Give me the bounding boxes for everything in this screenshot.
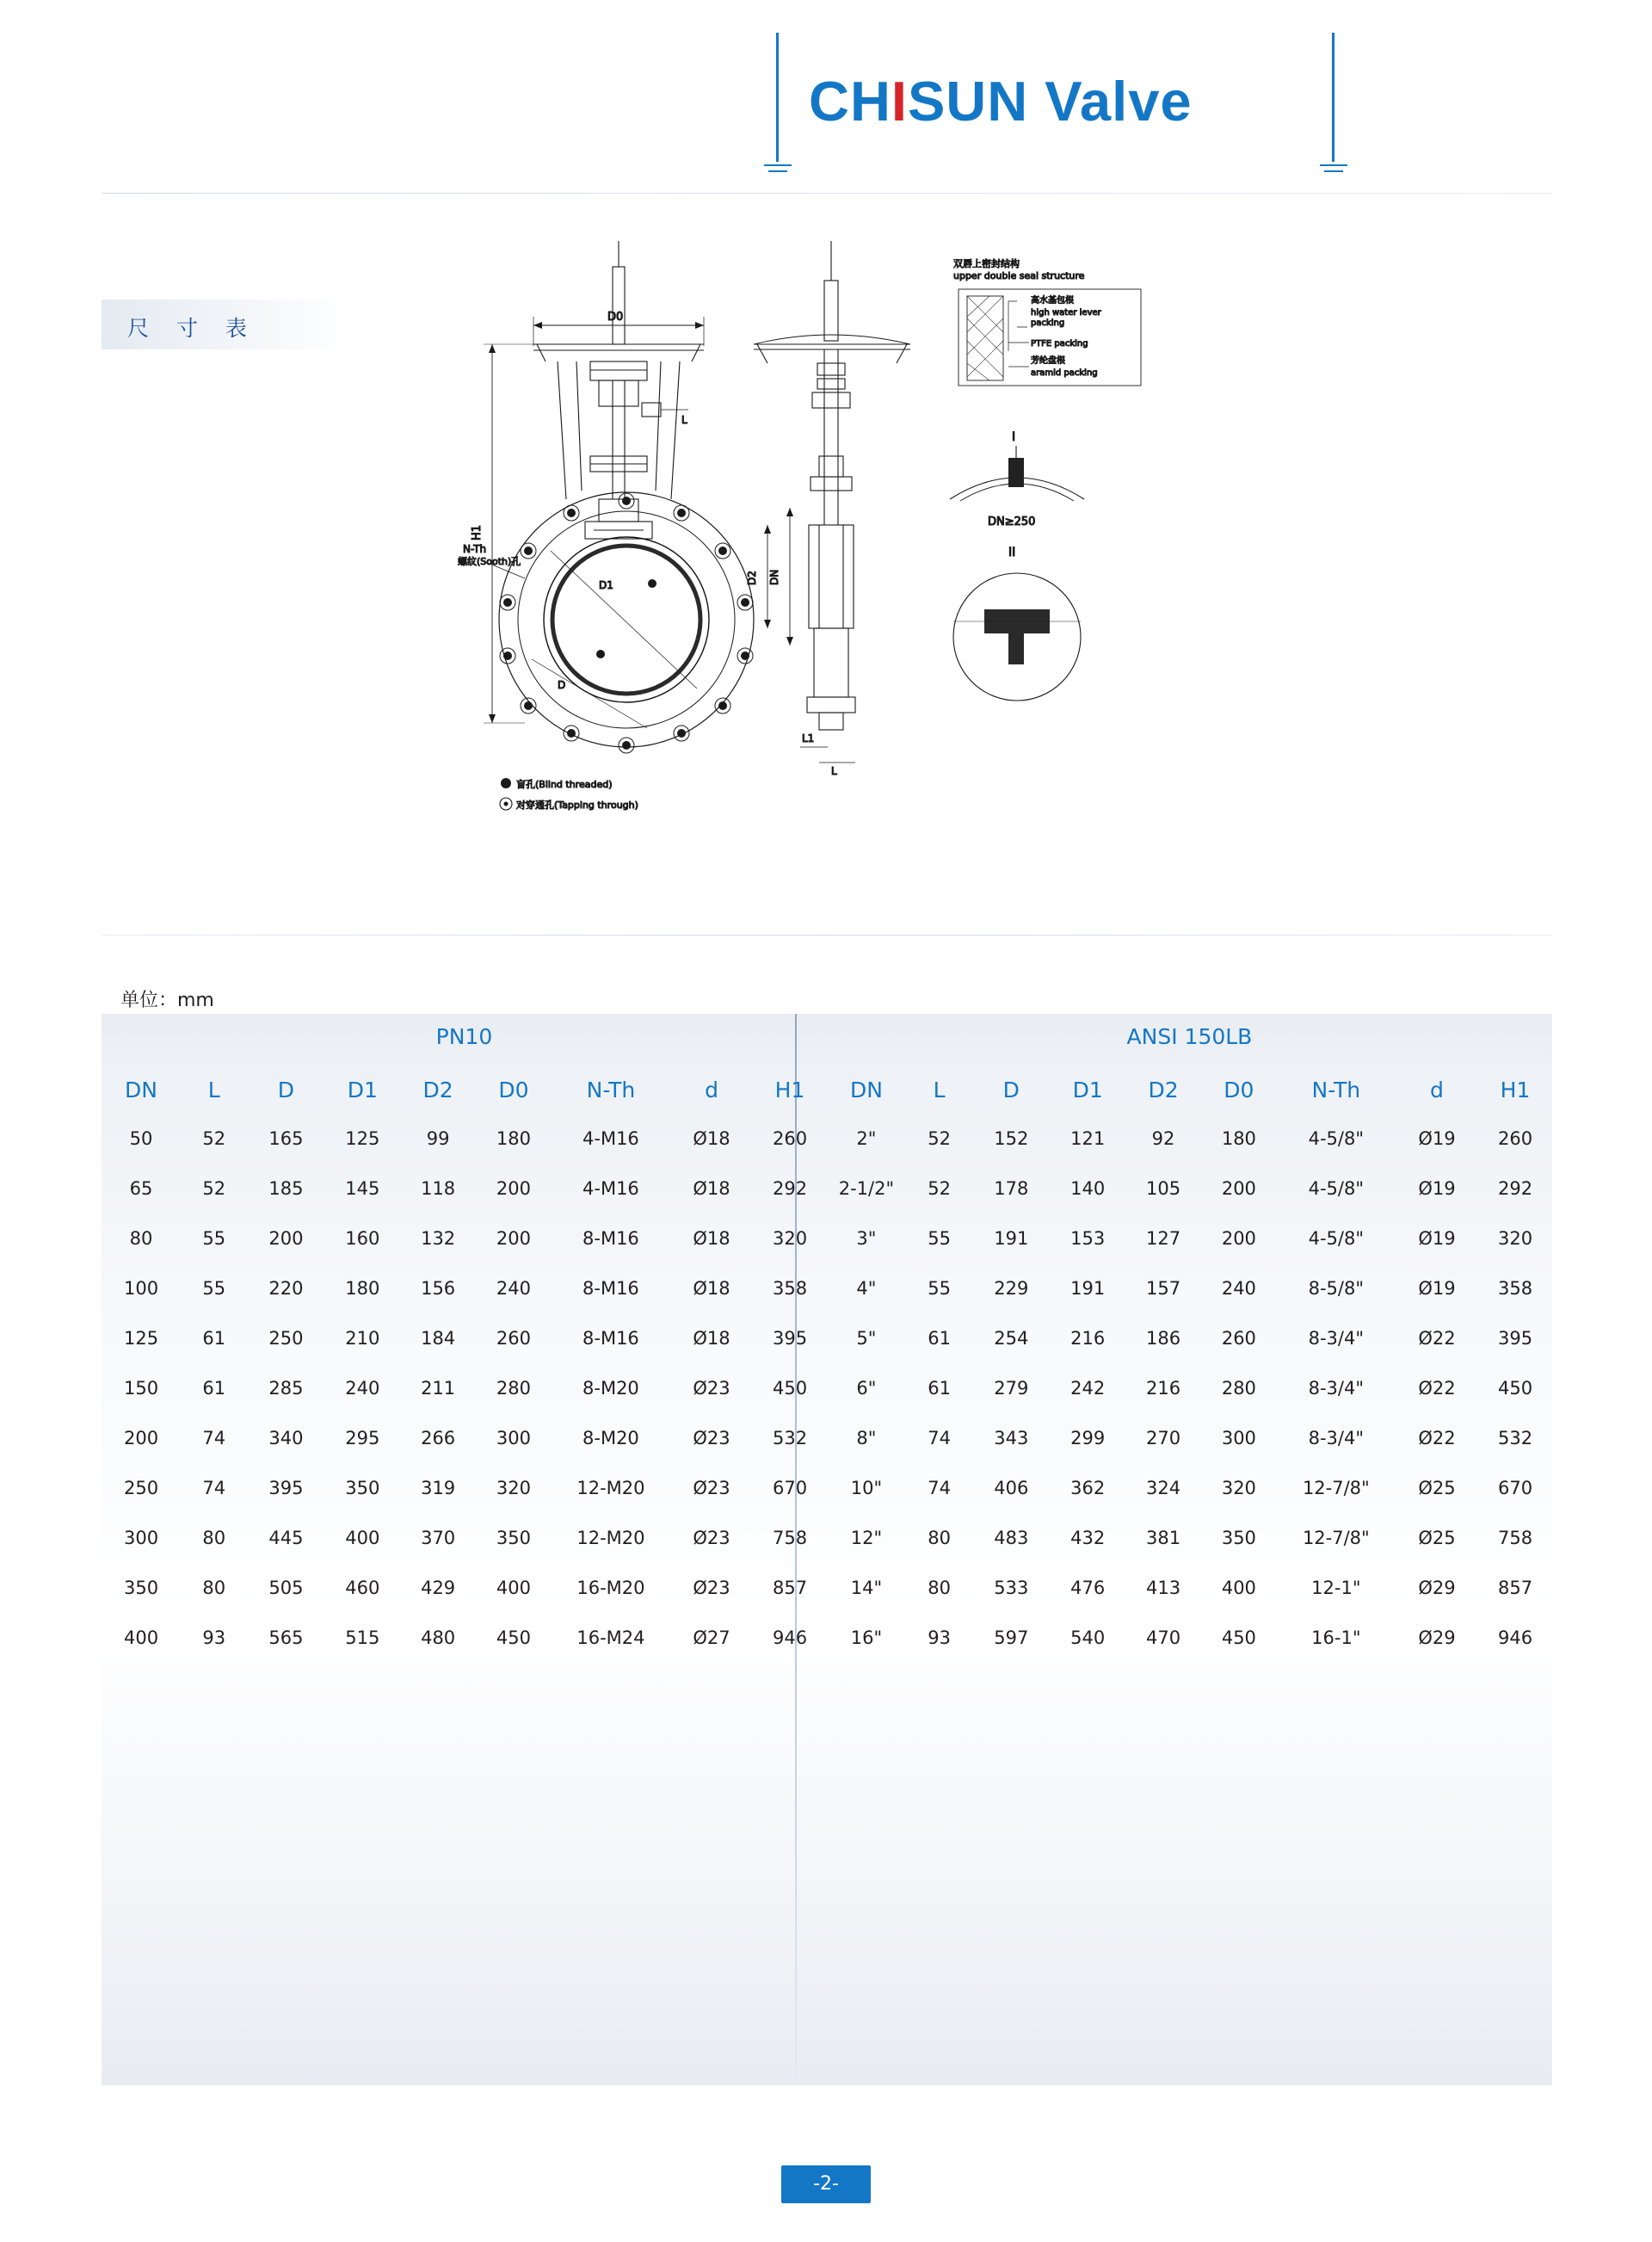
col-header: N-Th <box>1311 1077 1361 1102</box>
cell: 160 <box>345 1228 380 1249</box>
cell: 152 <box>994 1128 1029 1149</box>
cell: 532 <box>772 1428 808 1448</box>
cell: 320 <box>772 1228 808 1249</box>
cell: 343 <box>994 1428 1029 1448</box>
cell: 50 <box>129 1128 153 1149</box>
col-header: H1 <box>774 1077 805 1102</box>
col-header: d <box>1430 1077 1444 1102</box>
unit-note: 单位：mm <box>120 990 214 1011</box>
cell: 3" <box>856 1228 877 1249</box>
svg-text:aramid packing: aramid packing <box>1031 368 1098 378</box>
cell: 80 <box>202 1528 226 1548</box>
col-header: D1 <box>1072 1077 1103 1102</box>
cell: 100 <box>123 1278 159 1299</box>
cell: 470 <box>1145 1627 1181 1648</box>
cell: Ø18 <box>693 1178 730 1199</box>
cell: 350 <box>496 1528 532 1548</box>
cell: 946 <box>1497 1627 1533 1648</box>
cell: Ø18 <box>693 1128 730 1149</box>
cell: Ø19 <box>1418 1128 1456 1149</box>
cell: 857 <box>1497 1578 1533 1598</box>
cell: Ø18 <box>693 1278 730 1299</box>
cell: 153 <box>1070 1228 1106 1249</box>
cell: Ø23 <box>693 1428 730 1448</box>
cell: 229 <box>994 1278 1029 1299</box>
cell: 10" <box>850 1478 883 1498</box>
table-row <box>102 1463 1552 1513</box>
cell: 250 <box>268 1328 304 1349</box>
cell: 200 <box>268 1228 304 1249</box>
cell: 65 <box>129 1178 153 1199</box>
cell: 670 <box>772 1478 808 1498</box>
cell: 132 <box>421 1228 456 1249</box>
cell: 61 <box>202 1328 226 1349</box>
cell: 292 <box>772 1178 808 1199</box>
col-header: D1 <box>347 1077 378 1102</box>
cell: 191 <box>1070 1278 1106 1299</box>
table-row <box>102 1313 1552 1363</box>
cell: 200 <box>496 1228 532 1249</box>
cell: 80 <box>928 1528 951 1548</box>
cell: 5" <box>856 1328 877 1349</box>
cell: 324 <box>1145 1478 1181 1498</box>
col-header: D2 <box>1148 1077 1179 1102</box>
cell: 4-M16 <box>583 1128 639 1149</box>
cell: 55 <box>928 1228 951 1249</box>
cell: 358 <box>1497 1278 1533 1299</box>
cell: 597 <box>994 1627 1029 1648</box>
col-header: L <box>207 1077 220 1102</box>
cell: 432 <box>1070 1528 1106 1548</box>
cell: 61 <box>928 1328 951 1349</box>
cell: Ø22 <box>1418 1428 1456 1448</box>
cell: Ø29 <box>1418 1578 1456 1598</box>
cell: 450 <box>1221 1627 1256 1648</box>
cell: 280 <box>1221 1378 1256 1399</box>
table-body <box>102 1114 1552 1663</box>
cell: 52 <box>928 1178 951 1199</box>
cell: 74 <box>928 1478 951 1498</box>
cell: 74 <box>202 1478 226 1498</box>
col-header: D2 <box>422 1077 453 1102</box>
page-header <box>0 0 1652 194</box>
svg-text:L: L <box>681 414 687 426</box>
cell: 80 <box>928 1578 951 1598</box>
col-header: D0 <box>1224 1077 1254 1102</box>
svg-text:high water lever: high water lever <box>1031 308 1101 318</box>
table-row <box>102 1513 1552 1563</box>
svg-text:DN: DN <box>768 569 780 585</box>
logo-bar-right <box>1332 33 1335 162</box>
cell: Ø19 <box>1418 1228 1456 1249</box>
cell: 2" <box>856 1128 877 1149</box>
svg-text:芳纶盘根: 芳纶盘根 <box>1031 356 1065 366</box>
cell: 6" <box>856 1378 877 1399</box>
cell: 299 <box>1070 1428 1106 1448</box>
cell: 16-M24 <box>576 1627 645 1648</box>
table-row <box>102 1263 1552 1313</box>
header-divider <box>102 193 1552 194</box>
cell: Ø29 <box>1418 1627 1456 1648</box>
cell: 340 <box>268 1428 304 1448</box>
cell: 758 <box>772 1528 808 1548</box>
col-header: N-Th <box>586 1077 636 1102</box>
svg-text:D1: D1 <box>599 579 613 591</box>
cell: 12-M20 <box>576 1528 645 1548</box>
cell: 300 <box>1221 1428 1256 1448</box>
cell: 52 <box>202 1128 226 1149</box>
cell: 480 <box>421 1627 456 1648</box>
cell: 216 <box>1070 1328 1106 1349</box>
cell: 857 <box>772 1578 808 1598</box>
brand-accent-letter: I <box>891 70 908 133</box>
cell: 180 <box>345 1278 380 1299</box>
cell: Ø23 <box>693 1478 730 1498</box>
cell: 4-5/8" <box>1308 1128 1365 1149</box>
cell: Ø22 <box>1418 1328 1456 1349</box>
cell: 260 <box>496 1328 532 1349</box>
cell: 8-M20 <box>583 1428 639 1448</box>
cell: 362 <box>1070 1478 1106 1498</box>
svg-text:packing: packing <box>1031 318 1065 328</box>
cell: 165 <box>268 1128 304 1149</box>
cell: 52 <box>202 1178 226 1199</box>
cell: 99 <box>426 1128 450 1149</box>
table-row <box>102 1613 1552 1663</box>
cell: 4-5/8" <box>1308 1228 1365 1249</box>
cell: 200 <box>496 1178 532 1199</box>
svg-text:L: L <box>831 765 837 777</box>
logo-foot-left-2 <box>768 170 787 172</box>
col-header: D <box>277 1077 295 1102</box>
cell: 180 <box>496 1128 532 1149</box>
cell: 105 <box>1145 1178 1181 1199</box>
cell: 178 <box>994 1178 1029 1199</box>
col-header: DN <box>125 1077 157 1102</box>
table-row <box>102 1363 1552 1413</box>
svg-text:II: II <box>1008 546 1016 559</box>
cell: 285 <box>268 1378 304 1399</box>
cell: 260 <box>772 1128 808 1149</box>
cell: 254 <box>994 1328 1029 1349</box>
cell: 8-M16 <box>583 1328 639 1349</box>
col-header: d <box>705 1077 718 1102</box>
cell: Ø23 <box>693 1578 730 1598</box>
cell: 300 <box>123 1528 159 1548</box>
cell: 157 <box>1145 1278 1181 1299</box>
svg-text:I: I <box>1012 430 1016 444</box>
logo-foot-right-2 <box>1324 170 1343 172</box>
cell: 370 <box>421 1528 456 1548</box>
cell: 395 <box>1497 1328 1533 1349</box>
cell: 946 <box>772 1627 808 1648</box>
cell: 279 <box>994 1378 1029 1399</box>
cell: 670 <box>1497 1478 1533 1498</box>
cell: 14" <box>850 1578 883 1598</box>
brand-mid: SUN <box>907 70 1029 133</box>
cell: Ø19 <box>1418 1278 1456 1299</box>
cell: 8-M16 <box>583 1228 639 1249</box>
cell: 350 <box>1221 1528 1256 1548</box>
brand-prefix: CH <box>809 70 891 133</box>
cell: 240 <box>496 1278 532 1299</box>
svg-text:盲孔(Blind threaded): 盲孔(Blind threaded) <box>516 779 613 790</box>
cell: 450 <box>496 1627 532 1648</box>
svg-text:高水基包根: 高水基包根 <box>1031 296 1074 306</box>
cell: Ø25 <box>1418 1528 1456 1548</box>
logo-foot-left-1 <box>764 164 792 166</box>
svg-text:N-Th: N-Th <box>463 543 487 555</box>
cell: 240 <box>345 1378 380 1399</box>
cell: 156 <box>421 1278 456 1299</box>
page-number-tab <box>781 2165 871 2203</box>
brand-logo <box>757 24 1359 162</box>
cell: 413 <box>1145 1578 1181 1598</box>
cell: Ø27 <box>693 1627 730 1648</box>
cell: 240 <box>1221 1278 1256 1299</box>
cell: 200 <box>123 1428 159 1448</box>
cell: Ø25 <box>1418 1478 1456 1498</box>
cell: 16-M20 <box>576 1578 645 1598</box>
cell: 400 <box>1221 1578 1256 1598</box>
cell: 145 <box>345 1178 380 1199</box>
cell: 476 <box>1070 1578 1106 1598</box>
cell: 4-5/8" <box>1308 1178 1365 1199</box>
brand-wordmark <box>809 69 1193 133</box>
cell: 4" <box>856 1278 877 1299</box>
cell: 12" <box>850 1528 883 1548</box>
cell: 532 <box>1497 1428 1533 1448</box>
cell: 211 <box>421 1378 456 1399</box>
col-header: D0 <box>498 1077 529 1102</box>
table-row <box>102 1563 1552 1613</box>
cell: 381 <box>1145 1528 1181 1548</box>
cell: 565 <box>268 1627 304 1648</box>
table-column-header-row <box>102 1065 1552 1114</box>
logo-foot-right-1 <box>1320 164 1347 166</box>
cell: 92 <box>1151 1128 1175 1149</box>
cell: 320 <box>1497 1228 1533 1249</box>
table-row <box>102 1164 1552 1214</box>
cell: 191 <box>994 1228 1029 1249</box>
cell: 300 <box>496 1428 532 1448</box>
cell: 320 <box>1221 1478 1256 1498</box>
cell: 93 <box>202 1627 226 1648</box>
cell: 80 <box>202 1578 226 1598</box>
cell: 200 <box>1221 1178 1256 1199</box>
svg-text:D2: D2 <box>746 571 758 585</box>
cell: 8-5/8" <box>1308 1278 1365 1299</box>
section-title-text: 尺 寸 表 <box>127 316 257 341</box>
cell: 184 <box>421 1328 456 1349</box>
valve-technical-drawing <box>430 241 1316 895</box>
cell: 12-1" <box>1311 1578 1361 1598</box>
cell: 758 <box>1497 1528 1533 1548</box>
svg-text:L1: L1 <box>802 732 815 744</box>
cell: 2-1/2" <box>838 1178 895 1199</box>
cell: 55 <box>202 1278 226 1299</box>
cell: 242 <box>1070 1378 1106 1399</box>
cell: 445 <box>268 1528 304 1548</box>
col-header: L <box>933 1077 946 1102</box>
cell: 186 <box>1145 1328 1181 1349</box>
svg-text:D0: D0 <box>607 311 624 324</box>
svg-text:H1: H1 <box>471 524 484 540</box>
svg-text:螺纹(Sooth)孔: 螺纹(Sooth)孔 <box>458 556 521 567</box>
logo-bar-left <box>776 33 779 162</box>
cell: 406 <box>994 1478 1029 1498</box>
cell: Ø18 <box>693 1228 730 1249</box>
cell: 210 <box>345 1328 380 1349</box>
cell: 125 <box>123 1328 159 1349</box>
cell: Ø18 <box>693 1328 730 1349</box>
cell: 216 <box>1145 1378 1181 1399</box>
cell: 16" <box>850 1627 883 1648</box>
cell: 220 <box>268 1278 304 1299</box>
svg-text:upper double seal structure: upper double seal structure <box>953 270 1085 281</box>
col-header: DN <box>849 1077 883 1102</box>
cell: 127 <box>1145 1228 1181 1249</box>
cell: 450 <box>1497 1378 1533 1399</box>
group-header-ansi: ANSI 150LB <box>1126 1023 1253 1049</box>
cell: 8" <box>856 1428 877 1448</box>
cell: 429 <box>421 1578 456 1598</box>
cell: 16-1" <box>1311 1627 1361 1648</box>
cell: 395 <box>268 1478 304 1498</box>
table-group-header-row <box>102 1014 1552 1065</box>
svg-text:双唇上密封结构: 双唇上密封结构 <box>953 258 1020 269</box>
cell: 540 <box>1070 1627 1106 1648</box>
cell: 350 <box>345 1478 380 1498</box>
cell: 55 <box>202 1228 226 1249</box>
cell: 483 <box>994 1528 1029 1548</box>
cell: 93 <box>928 1627 951 1648</box>
cell: 74 <box>202 1428 226 1448</box>
cell: 61 <box>928 1378 951 1399</box>
cell: 395 <box>772 1328 808 1349</box>
cell: 350 <box>123 1578 159 1598</box>
cell: 270 <box>1145 1428 1181 1448</box>
cell: Ø19 <box>1418 1178 1456 1199</box>
cell: 450 <box>772 1378 808 1399</box>
dimension-table-wrap <box>102 1014 1552 1663</box>
table-row <box>102 1413 1552 1463</box>
cell: 55 <box>928 1278 951 1299</box>
cell: 266 <box>421 1428 456 1448</box>
table-row <box>102 1114 1552 1164</box>
svg-text:DN≥250: DN≥250 <box>988 516 1036 528</box>
cell: 200 <box>1221 1228 1256 1249</box>
cell: 358 <box>772 1278 808 1299</box>
cell: 140 <box>1070 1178 1106 1199</box>
col-header: H1 <box>1500 1077 1531 1102</box>
cell: 515 <box>345 1627 380 1648</box>
page-number-label: -2- <box>813 2173 839 2195</box>
cell: 8-3/4" <box>1308 1428 1365 1448</box>
cell: 80 <box>129 1228 153 1249</box>
cell: 52 <box>928 1128 951 1149</box>
cell: Ø23 <box>693 1528 730 1548</box>
cell: 8-3/4" <box>1308 1328 1365 1349</box>
cell: 250 <box>123 1478 159 1498</box>
cell: 260 <box>1497 1128 1533 1149</box>
cell: 8-M20 <box>583 1378 639 1399</box>
cell: 4-M16 <box>583 1178 639 1199</box>
cell: 319 <box>421 1478 456 1498</box>
cell: 8-M16 <box>583 1278 639 1299</box>
cell: 150 <box>123 1378 159 1399</box>
svg-text:对穿通孔(Tapping through): 对穿通孔(Tapping through) <box>516 800 638 811</box>
cell: 460 <box>345 1578 380 1598</box>
group-header-pn10: PN10 <box>435 1023 493 1049</box>
cell: 505 <box>268 1578 304 1598</box>
cell: 61 <box>202 1378 226 1399</box>
svg-text:D: D <box>558 679 566 691</box>
brand-suffix: Valve <box>1028 70 1193 133</box>
cell: 400 <box>496 1578 532 1598</box>
cell: 260 <box>1221 1328 1256 1349</box>
cell: 74 <box>928 1428 951 1448</box>
cell: 533 <box>994 1578 1029 1598</box>
cell: 12-7/8" <box>1302 1528 1370 1548</box>
cell: 280 <box>496 1378 532 1399</box>
cell: 118 <box>421 1178 456 1199</box>
table-row <box>102 1214 1552 1263</box>
dimension-table <box>102 1014 1552 1663</box>
cell: 125 <box>345 1128 380 1149</box>
cell: 8-3/4" <box>1308 1378 1365 1399</box>
cell: 12-7/8" <box>1302 1478 1370 1498</box>
cell: 180 <box>1221 1128 1256 1149</box>
cell: 12-M20 <box>576 1478 645 1498</box>
svg-text:PTFE packing: PTFE packing <box>1031 339 1088 349</box>
cell: 320 <box>496 1478 532 1498</box>
section-title-banner <box>102 300 351 349</box>
cell: Ø23 <box>693 1378 730 1399</box>
cell: Ø22 <box>1418 1378 1456 1399</box>
drawing-divider <box>102 935 1552 936</box>
cell: 400 <box>345 1528 380 1548</box>
cell: 292 <box>1497 1178 1533 1199</box>
cell: 185 <box>268 1178 304 1199</box>
cell: 121 <box>1070 1128 1106 1149</box>
col-header: D <box>1002 1077 1020 1102</box>
cell: 295 <box>345 1428 380 1448</box>
cell: 400 <box>123 1627 159 1648</box>
